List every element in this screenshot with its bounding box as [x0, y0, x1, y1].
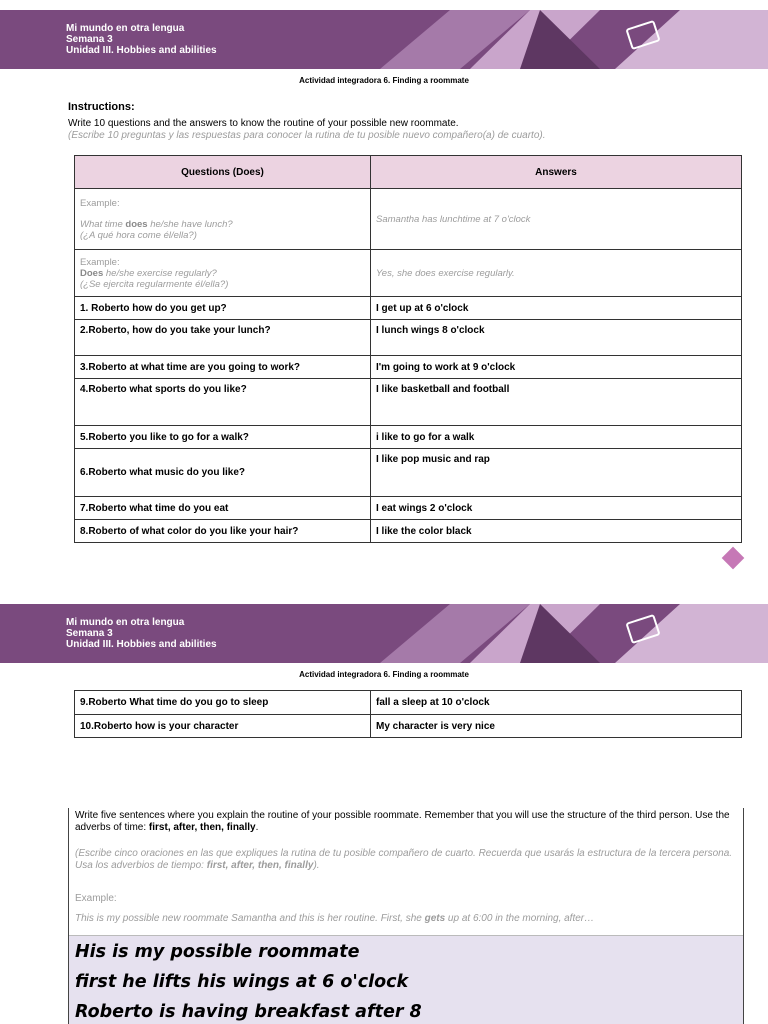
course-name: Mi mundo en otra lengua — [66, 23, 185, 34]
question-cell[interactable]: 9.Roberto What time do you go to sleep — [75, 691, 371, 715]
course-name: Mi mundo en otra lengua — [66, 617, 185, 628]
instructions-heading: Instructions: — [68, 101, 135, 113]
answer-cell[interactable]: I'm going to work at 9 o'clock — [371, 356, 742, 379]
example-answer: Samantha has lunchtime at 7 o'clock — [371, 189, 742, 250]
answer-cell[interactable]: fall a sleep at 10 o'clock — [371, 691, 742, 715]
table-row — [75, 426, 742, 449]
question-cell[interactable]: 6.Roberto what music do you like? — [75, 449, 371, 497]
page-header-banner — [0, 604, 768, 663]
example-sentence: This is my possible new roommate Samantha and this is her routine. First, she gets up at 6:00 in the morning, after… — [75, 913, 595, 924]
activity-title: Actividad integradora 6. Finding a roommate — [299, 670, 469, 679]
question-cell[interactable]: 5.Roberto you like to go for a walk? — [75, 426, 371, 449]
table-row — [75, 356, 742, 379]
table-row — [75, 715, 742, 738]
instructions-text: Write 10 questions and the answers to know the routine of your possible new roommate. — [68, 118, 459, 129]
example-question: Example: What time does he/she have lunch? (¿A qué hora come él/ella?) — [75, 189, 371, 250]
answer-text-area[interactable] — [69, 935, 743, 1024]
example-row — [75, 189, 742, 250]
table-row — [75, 379, 742, 426]
question-cell[interactable]: 4.Roberto what sports do you like? — [75, 379, 371, 426]
answer-cell[interactable]: I like basketball and football — [371, 379, 742, 426]
sentences-instructions: Write five sentences where you explain the routine of your possible roommate. Remember that you will use the structure of the third person. Use the adverbs of time: first, after, then, finally. — [75, 810, 730, 833]
answer-cell[interactable]: I get up at 6 o'clock — [371, 297, 742, 320]
example-label: Example: — [75, 893, 117, 904]
answer-cell[interactable]: My character is very nice — [371, 715, 742, 738]
course-info — [66, 617, 217, 650]
question-cell[interactable]: 3.Roberto at what time are you going to work? — [75, 356, 371, 379]
table-row — [75, 320, 742, 356]
table-row — [75, 449, 742, 497]
logo-badge-icon — [625, 20, 660, 50]
col-answers-header: Answers — [371, 156, 742, 189]
example-question: Example: Does he/she exercise regularly? (¿Se ejercita regularmente él/ella?) — [75, 250, 371, 297]
question-cell[interactable]: 8.Roberto of what color do you like your hair? — [75, 520, 371, 543]
question-cell[interactable]: 10.Roberto how is your character — [75, 715, 371, 738]
table-row — [75, 297, 742, 320]
answer-cell[interactable]: I like the color black — [371, 520, 742, 543]
answer-cell[interactable]: I lunch wings 8 o'clock — [371, 320, 742, 356]
question-cell[interactable]: 7.Roberto what time do you eat — [75, 497, 371, 520]
activity-title: Actividad integradora 6. Finding a roommate — [299, 76, 469, 85]
instructions-text-es: (Escribe 10 preguntas y las respuestas para conocer la rutina de tu posible nuevo compañero(a) de cuarto). — [68, 130, 546, 141]
question-cell[interactable]: 2.Roberto, how do you take your lunch? — [75, 320, 371, 356]
answer-sentence: His is my possible roommate — [75, 942, 360, 962]
week-label: Semana 3 — [66, 628, 113, 639]
questions-table-continued — [74, 690, 742, 738]
sentences-section — [68, 808, 744, 1024]
answer-sentence: Roberto is having breakfast after 8 — [75, 1002, 422, 1022]
table-header-row — [75, 156, 742, 189]
prepa-en-linea-logo — [628, 16, 738, 64]
question-cell[interactable]: 1. Roberto how do you get up? — [75, 297, 371, 320]
unit-label: Unidad III. Hobbies and abilities — [66, 639, 217, 650]
table-row — [75, 691, 742, 715]
answer-cell[interactable]: I eat wings 2 o'clock — [371, 497, 742, 520]
example-answer: Yes, she does exercise regularly. — [371, 250, 742, 297]
table-row — [75, 497, 742, 520]
answer-cell[interactable]: i like to go for a walk — [371, 426, 742, 449]
col-questions-header: Questions (Does) — [75, 156, 371, 189]
sentences-instructions-es: (Escribe cinco oraciones en las que expliques la rutina de tu posible compañero de cuarto. Recuerda que usarás la estructura de la tercera persona. Usa los adverbios de tiempo: first, after, then, finally). — [75, 848, 733, 871]
week-label: Semana 3 — [66, 34, 113, 45]
example-row — [75, 250, 742, 297]
answer-sentence: first he lifts his wings at 6 o'clock — [75, 972, 409, 992]
prepa-en-linea-logo — [628, 610, 738, 658]
answer-cell[interactable]: I like pop music and rap — [371, 449, 742, 497]
unit-label: Unidad III. Hobbies and abilities — [66, 45, 217, 56]
questions-table — [74, 155, 742, 543]
table-row — [75, 520, 742, 543]
page-corner-diamond-icon — [722, 547, 745, 570]
logo-badge-icon — [625, 614, 660, 644]
course-info — [66, 23, 217, 56]
page-header-banner — [0, 10, 768, 69]
